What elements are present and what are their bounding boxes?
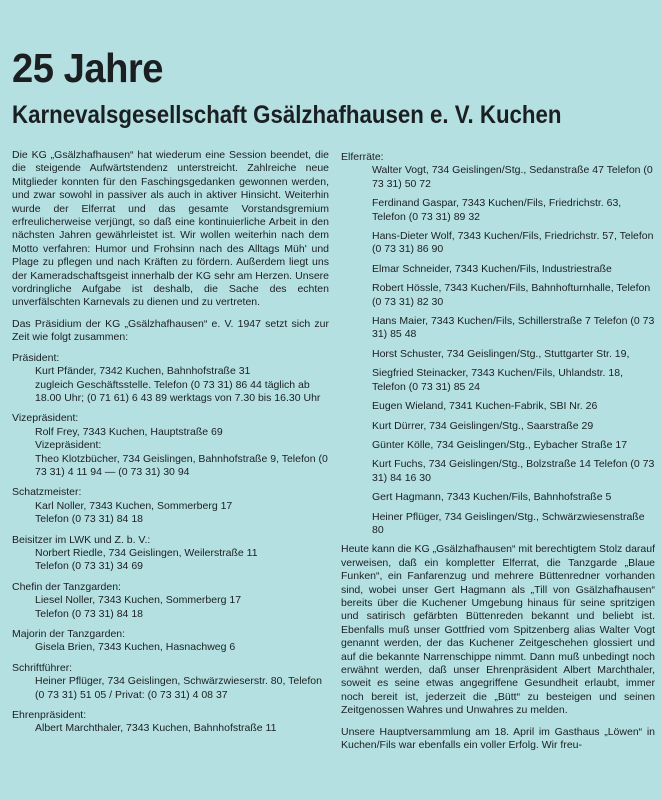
role-block [12,662,329,702]
role-block [12,628,329,655]
role-label: Präsident: [12,351,60,364]
elferrat-entry: Siegfried Steinacker, 7343 Kuchen/Fils, Uhlandstr. 18, Telefon (0 73 31) 85 24 [372,367,623,393]
elferrat-entry: Günter Kölle, 734 Geislingen/Stg., Eybacher Straße 17 [372,438,628,451]
elferrat-entry: Hans-Dieter Wolf, 7343 Kuchen/Fils, Friedrichstr. 57, Telefon (0 73 31) 86 90 [372,230,654,256]
elferrat-entry: Gert Hagmann, 7343 Kuchen/Fils, Bahnhofstraße 5 [372,491,612,504]
elferrat-entry: Eugen Wieland, 7341 Kuchen-Fabrik, SBI Nr. 26 [372,400,598,413]
elferrat-entry: Ferdinand Gaspar, 7343 Kuchen/Fils, Friedrichstr. 63, Telefon (0 73 31) 89 32 [372,197,622,223]
role-entry: Theo Klotzbücher, 734 Geislingen, Bahnhofstraße 9, Telefon (0 73 31) 4 11 94 — (0 73 31) 30 94 [35,452,328,478]
role-entry: Telefon (0 73 31) 84 18 [35,513,143,526]
role-entry: Kurt Pfänder, 7342 Kuchen, Bahnhofstraße 31 [35,365,251,378]
role-entry: Karl Noller, 7343 Kuchen, Sommerberg 17 [35,499,233,512]
elferrat-entry: Walter Vogt, 734 Geislingen/Stg., Sedanstraße 47 Telefon (0 73 31) 50 72 [372,164,653,190]
role-entry: Heiner Pflüger, 734 Geislingen, Schwärzwieserstr. 80, Telefon (0 73 31) 51 05 / Privat: (0 73 31) 4 08 37 [35,675,322,701]
role-block [12,412,329,479]
elferrat-entry: Robert Hössle, 7343 Kuchen/Fils, Bahnhofturnhalle, Telefon (0 73 31) 82 30 [372,282,651,308]
role-entry: Liesel Noller, 7343 Kuchen, Sommerberg 17 [35,594,242,607]
role-entry: Gisela Brien, 7343 Kuchen, Hasnachweg 6 [35,641,236,654]
elferrat-entry: Kurt Dürrer, 734 Geislingen/Stg., Saarstraße 29 [372,419,594,432]
role-block [12,486,329,526]
praesidium-intro: Das Präsidium der KG „Gsälzhafhausen“ e. V. 1947 setzt sich zur Zeit wie folgt zusammen: [12,317,329,344]
role-block [12,534,329,574]
role-entry: Vizepräsident: [35,439,102,452]
role-label: Majorin der Tanzgarden: [12,628,126,640]
role-block [12,352,329,406]
elferrat-entry: Hans Maier, 7343 Kuchen/Fils, Schillerstraße 7 Telefon (0 73 31) 85 48 [372,315,655,341]
elferrat-entry: Kurt Fuchs, 734 Geislingen/Stg., Bolzstraße 14 Telefon (0 73 31) 84 16 30 [372,458,655,484]
elferrat-label: Elferräte: [341,151,384,163]
role-label: Schatzmeister: [12,486,82,499]
elferrat-entry: Elmar Schneider, 7343 Kuchen/Fils, Industriestraße [372,262,612,275]
role-entry: Telefon (0 73 31) 34 69 [35,560,143,573]
role-label: Schriftführer: [12,661,73,674]
role-entry: Albert Marchthaler, 7343 Kuchen, Bahnhofstraße 11 [35,722,277,735]
role-entry: Norbert Riedle, 734 Geislingen, Weilerstraße 11 [35,546,258,559]
role-entry: Telefon (0 73 31) 84 18 [35,607,143,620]
role-label: Chefin der Tanzgarden: [12,580,121,593]
final-paragraph: Unsere Hauptversammlung am 18. April im Gasthaus „Löwen“ in Kuchen/Fils war ebenfalls ein voller Erfolg. Wir freu- [341,725,655,752]
elferrat-entry: Horst Schuster, 734 Geislingen/Stg., Stuttgarter Str. 19, [372,347,630,360]
role-label: Ehrenpräsident: [12,709,87,722]
right-column [341,151,655,752]
elferrat-entry: Heiner Pflüger, 734 Geislingen/Stg., Schwärzwiesenstraße 80 [372,510,645,536]
role-entry: zugleich Geschäftsstelle. Telefon (0 73 31) 86 44 täglich ab 18.00 Uhr; (0 71 61) 6 43 89 werktags von 7.30 bis 16.30 Uhr [35,378,321,404]
intro-paragraph: Die KG „Gsälzhafhausen“ hat wiederum eine Session beendet, die die steigende Aufwärtstendenz unterstreicht. Zahlreiche neue Mitglieder konnten für den Faschingsgedanken gewonnen werden, und zwar sowohl in passiver als auch in aktiver Hinsicht. Weiterhin wurde der Elferrat und das gesamte Vorstandsgremium erfreulicherweise verjüngt, so daß eine kontinuierliche Arbeit in den nächsten Jahren gewährleistet ist. Wir wollen weiterhin nach dem Motto verfahren: Humor und Frohsinn nach des Alltags Müh' und Plage zu pflegen und nach Kräften zu fördern. Außerdem liegt uns der Kameradschaftsgeist innerhalb der KG sehr am Herzen. Unsere vordringliche Aufgabe ist deshalb, die Sache des echten unverfälschten Karnevals zu dienen und zu vertreten. [12,149,329,309]
role-block [12,709,329,736]
left-column [12,149,329,736]
role-label: Vizepräsident: [12,412,79,425]
closing-paragraph: Heute kann die KG „Gsälzhafhausen“ mit berechtigtem Stolz darauf verweisen, daß ein kompletter Elferrat, die Tanzgarde „Blaue Funken“, ein Fanfarenzug und mehrere Büttenredner vorhanden sind, wobei unser Gert Hagmann als „Till von Gsälzhafhausen“ bereits über die Kuchener Umgebung hinaus für seine spritzigen und satirisch gefärbten Büttenreden bekannt und beliebt ist. Ebenfalls muß unser Gottfried vom Spitzenberg alias Walter Vogt genannt werden, der das Kuchener Zeitgeschehen glossiert und auf die bekannte Narrenschippe nimmt. Dann muß unbedingt noch erwähnt werden, daß unser Ehrenpräsident Albert Marchthaler, soweit es seine etwas angegriffene Gesundheit erlaubt, immer noch bereit ist, jederzeit die „Bütt“ zu besteigen und seinen Zeitgenossen Wahres und Unwahres zu melden. [341,543,655,717]
role-entry: Rolf Frey, 7343 Kuchen, Hauptstraße 69 [35,425,223,438]
role-label: Beisitzer im LWK und Z. b. V.: [12,533,151,546]
page-title: 25 Jahre [12,45,164,91]
page-subtitle: Karnevalsgesellschaft Gsälzhafhausen e. V. Kuchen [12,101,562,129]
role-block [12,581,329,621]
